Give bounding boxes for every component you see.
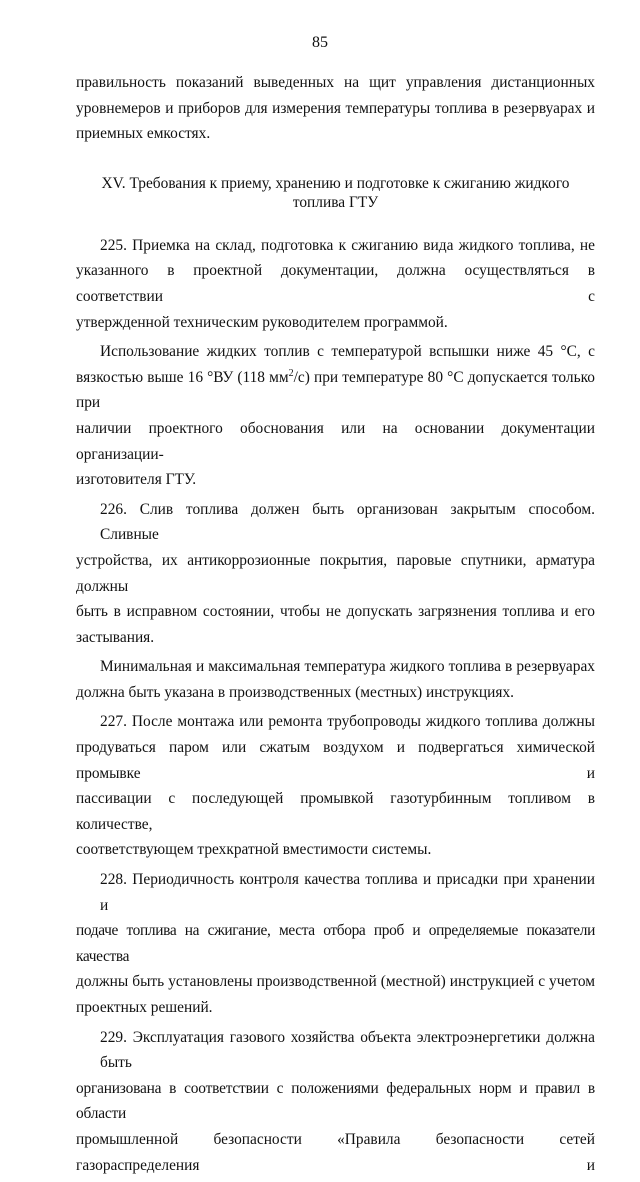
text-line: пассивации с последующей промывкой газотурбинным топливом в количестве, xyxy=(76,790,595,833)
text-line: правильность показаний выведенных на щит управления дистанционных xyxy=(76,74,595,91)
text-line: 225. Приемка на склад, подготовка к сжиганию вида жидкого топлива, не xyxy=(100,236,595,254)
text-line: утвержденной техническим руководителем программой. xyxy=(76,313,448,331)
text-line: застывания. xyxy=(76,628,155,646)
paragraph-226 xyxy=(76,497,595,651)
text-line: организована в соответствии с положениями федеральных норм и правил в области xyxy=(76,1079,595,1123)
text-line: продуваться паром или сжатым воздухом и подвергаться химической промывке и xyxy=(76,739,595,782)
paragraph-continuation xyxy=(76,70,595,147)
text-line: 226. Слив топлива должен быть организован закрытым способом. Сливные xyxy=(100,500,595,544)
text-fragment: вязкостью выше 16 °ВУ (118 мм xyxy=(76,368,289,386)
text-line: 228. Периодичность контроля качества топлива и присадки при хранении и xyxy=(100,871,595,914)
text-line: должны быть установлены производственной (местной) инструкцией с учетом xyxy=(76,973,595,991)
text-line: Минимальная и максимальная температура жидкого топлива в резервуарах xyxy=(100,658,595,676)
document-body xyxy=(76,70,595,1182)
text-line: 227. После монтажа или ремонта трубопроводы жидкого топлива должны xyxy=(100,713,595,731)
paragraph-225 xyxy=(76,233,595,335)
text-line: промышленной безопасности «Правила безопасности сетей газораспределения и xyxy=(76,1130,595,1174)
text-line: должна быть указана в производственных (местных) инструкциях. xyxy=(76,683,514,701)
text-line: приемных емкостях. xyxy=(76,125,211,143)
paragraph-229 xyxy=(76,1025,595,1179)
text-fragment: /с) при температуре 80 °С допускается только при xyxy=(76,368,595,412)
text-line: быть в исправном состоянии, чтобы не допускать загрязнения топлива и его xyxy=(76,603,595,621)
text-line: изготовителя ГТУ. xyxy=(76,471,197,489)
paragraph-226-temperature xyxy=(76,654,595,705)
text-line: 229. Эксплуатация газового хозяйства объекта электроэнергетики должна быть xyxy=(100,1028,595,1072)
text-line: указанного в проектной документации, должна осуществляться в соответствии с xyxy=(76,262,595,305)
page-number: 85 xyxy=(312,34,328,51)
text-line: соответствующем трехкратной вместимости системы. xyxy=(76,841,432,859)
section-heading xyxy=(76,174,595,212)
text-line: уровнемеров и приборов для измерения температуры топлива в резервуарах и xyxy=(76,99,595,117)
text-line: Использование жидких топлив с температурой вспышки ниже 45 °С, с xyxy=(100,343,595,361)
paragraph-227 xyxy=(76,709,595,863)
superscript: 2 xyxy=(288,367,294,379)
section-heading-line: XV. Требования к приему, хранению и подготовке к сжиганию жидкого xyxy=(101,174,570,192)
text-line: подаче топлива на сжигание, места отбора проб и определяемые показатели качества xyxy=(76,922,595,965)
paragraph-228 xyxy=(76,867,595,1021)
paragraph-225-viscosity xyxy=(76,339,595,493)
text-line: наличии проектного обоснования или на основании документации организации- xyxy=(76,419,595,463)
text-line xyxy=(76,365,595,416)
section-heading-line: топлива ГТУ xyxy=(292,193,379,211)
text-line: устройства, их антикоррозионные покрытия, паровые спутники, арматура должны xyxy=(76,551,595,595)
text-line: проектных решений. xyxy=(76,999,213,1016)
